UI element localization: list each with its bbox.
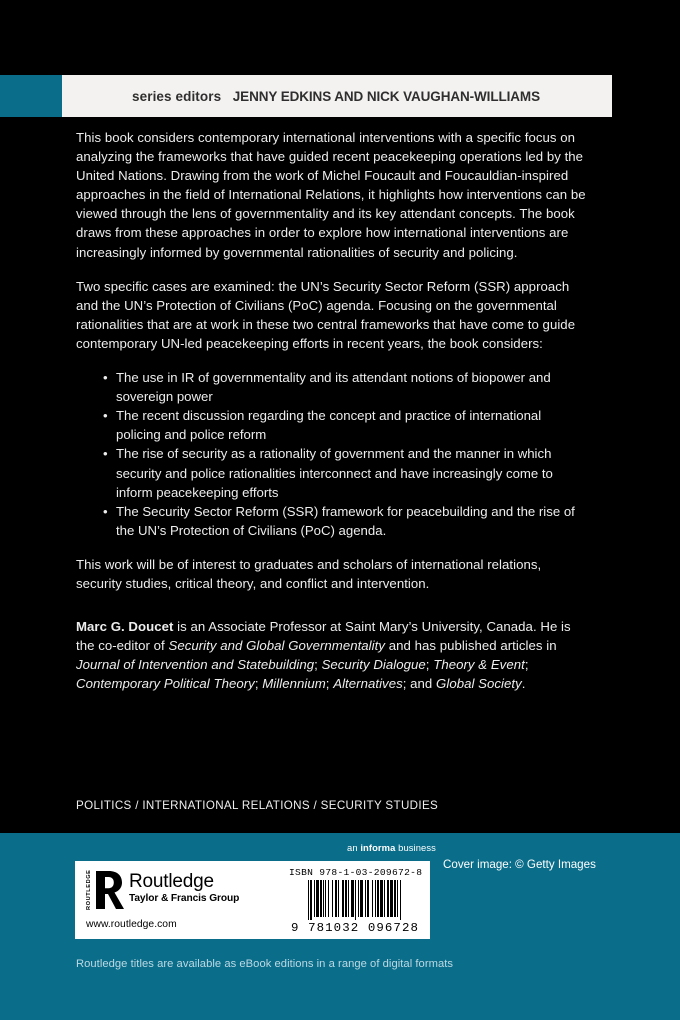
routledge-r-icon — [94, 870, 124, 910]
bio-text-4: ; — [425, 657, 434, 673]
bio-italic-8: Global Society — [436, 676, 522, 692]
series-band-white-box — [62, 75, 612, 117]
bio-text-1: is an Associate Professor at Saint Mary’s University, Canada. He is the co-editor of — [76, 619, 571, 654]
isbn-barcode — [285, 861, 430, 939]
bio-text-6: ; — [254, 676, 263, 692]
routledge-logo-mark — [85, 870, 124, 910]
bio-italic-2: Journal of Intervention and Statebuilding — [76, 657, 315, 673]
bio-text-8: ; and — [402, 676, 437, 692]
bio-text-3: ; — [314, 657, 322, 673]
list-item: • The use in IR of governmentality and its attendant notions of biopower and sovereign power — [103, 368, 588, 406]
informa-suffix: business — [395, 842, 436, 853]
bio-italic-7: Alternatives — [333, 676, 403, 692]
blurb-paragraph-2: Two specific cases are examined: the UN’s Security Sector Reform (SSR) approach and the UN’s Protection of Civilians (PoC) agenda. Focusing on the governmental rationalities that are at work in these two central frameworks that have come to guide contemporary UN-led peacekeeping efforts in recent years, the book considers: — [76, 278, 576, 351]
informa-brand: informa — [360, 842, 396, 853]
bio-italic-6: Millennium — [262, 676, 326, 692]
series-editors-names: JENNY EDKINS AND NICK VAUGHAN-WILLIAMS — [232, 88, 540, 104]
informa-business-tagline — [347, 842, 436, 853]
bio-italic-3: Security Dialogue — [321, 657, 426, 673]
author-name: Marc G. Doucet — [76, 619, 174, 635]
series-editors-label: series editors — [132, 88, 222, 104]
cover-image-credit: Cover image: © Getty Images — [443, 858, 596, 871]
informa-prefix: an — [347, 842, 361, 853]
publisher-wordmark — [129, 870, 239, 905]
list-item: • The recent discussion regarding the concept and practice of international policing and police reform — [103, 406, 588, 444]
publisher-logo-row — [85, 870, 285, 910]
series-band-teal-block — [0, 75, 62, 117]
barcode-bars — [289, 880, 422, 920]
subject-classification-line: POLITICS / INTERNATIONAL RELATIONS / SECURITY STUDIES — [76, 799, 439, 812]
author-bio — [76, 617, 588, 693]
bio-text-5: ; — [524, 657, 529, 673]
series-editors-text — [132, 89, 540, 104]
blurb-paragraph-3: This work will be of interest to graduates and scholars of international relations, security studies, critical theory, and conflict and intervention. — [76, 556, 542, 591]
publisher-name: Routledge — [129, 871, 214, 892]
bio-text-7: ; — [325, 676, 334, 692]
barcode-digits: 9 781032 096728 — [291, 921, 420, 935]
publisher-logo-block — [75, 861, 285, 939]
bio-italic-5: Contemporary Political Theory — [76, 676, 255, 692]
publisher-imprint: Taylor & Francis Group — [129, 893, 240, 904]
list-item: • The Security Sector Reform (SSR) framework for peacebuilding and the rise of the UN’s Protection of Civilians (PoC) agenda. — [103, 502, 588, 540]
blurb-body — [76, 128, 588, 693]
bio-text-9: . — [521, 676, 526, 692]
ebook-availability-note: Routledge titles are available as eBook editions in a range of digital formats — [76, 958, 454, 970]
series-editors-band — [0, 75, 680, 117]
blurb-bullet-list — [76, 368, 588, 540]
list-item: • The rise of security as a rationality of government and the manner in which security and police rationalities interconnect and have increasingly come to inform peacekeeping efforts — [103, 444, 588, 501]
author-bio-text — [76, 617, 588, 693]
isbn-text: ISBN 978-1-03-209672-8 — [289, 867, 423, 878]
bio-italic-1: Security and Global Governmentality — [168, 638, 386, 654]
blurb-paragraph-1: This book considers contemporary international interventions with a specific focus on analyzing the frameworks that have guided recent peacekeeping operations led by the United Nations. Drawing from the work of Michel Foucault and Foucauldian-inspired approaches in the field of International Relations, it highlights how interventions can be viewed through the lens of governmentality and its key attendant concepts. The book draws from these approaches in order to explore how international interventions are increasingly informed by governmental rationalities of security and policing. — [76, 130, 586, 260]
bio-text-2: and has published articles in — [385, 638, 557, 654]
publisher-website[interactable]: www.routledge.com — [86, 919, 177, 930]
bio-italic-4: Theory & Event — [433, 657, 525, 673]
routledge-vertical-wordmark: ROUTLEDGE — [86, 869, 92, 911]
publisher-logo-card — [75, 861, 430, 939]
